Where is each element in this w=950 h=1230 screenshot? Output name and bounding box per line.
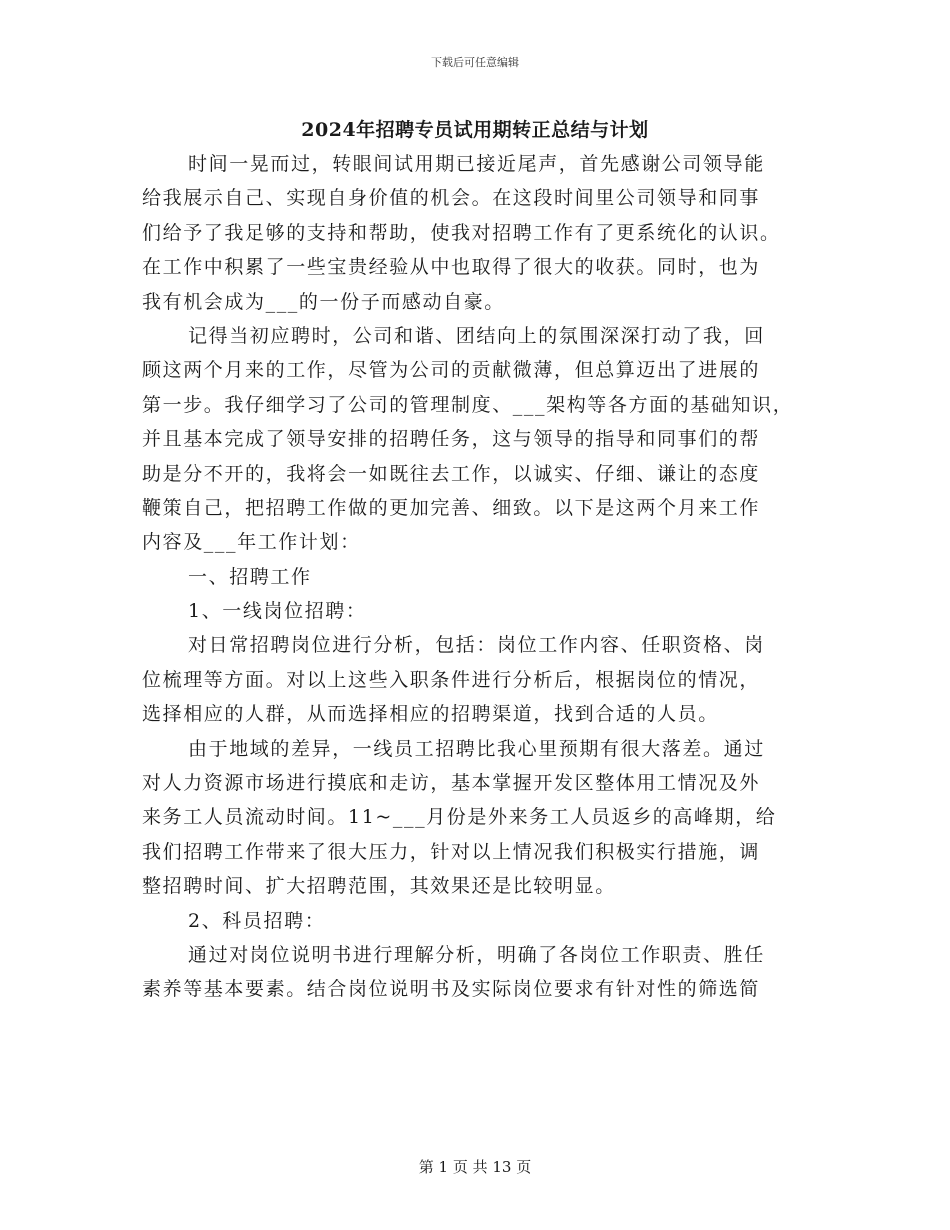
body-line: 第一步。我仔细学习了公司的管理制度、___架构等各方面的基础知识， (142, 393, 794, 416)
body-line: 记得当初应聘时，公司和谐、团结向上的氛围深深打动了我，回 (188, 324, 765, 347)
body-line: 由于地域的差异，一线员工招聘比我心里预期有很大落差。通过 (188, 737, 765, 760)
body-line: 整招聘时间、扩大招聘范围，其效果还是比较明显。 (142, 875, 616, 898)
body-line: 对日常招聘岗位进行分析，包括：岗位工作内容、任职资格、岗 (188, 634, 765, 657)
body-line: 内容及___年工作计划： (142, 531, 361, 554)
body-line: 1、一线岗位招聘： (188, 600, 367, 623)
body-line: 对人力资源市场进行摸底和走访，基本掌握开发区整体用工情况及外 (142, 772, 761, 795)
body-line: 给我展示自己、实现自身价值的机会。在这段时间里公司领导和同事 (142, 187, 761, 210)
body-line: 鞭策自己，把招聘工作做的更加完善、细致。以下是这两个月来工作 (142, 496, 761, 519)
document-body (142, 147, 822, 1007)
body-line: 在工作中积累了一些宝贵经验从中也取得了很大的收获。同时，也为 (142, 256, 761, 279)
body-line: 来务工人员流动时间。11~___月份是外来务工人员返乡的高峰期，给 (142, 806, 777, 829)
body-line: 并且基本完成了领导安排的招聘任务，这与领导的指导和同事们的帮 (142, 428, 761, 451)
document-title: 2024年招聘专员试用期转正总结与计划 (301, 119, 649, 141)
body-line: 助是分不开的，我将会一如既往去工作，以诚实、仔细、谦让的态度 (142, 462, 761, 485)
body-line: 一、招聘工作 (188, 565, 312, 588)
body-line: 2、科员招聘： (188, 909, 326, 932)
body-line: 顾这两个月来的工作，尽管为公司的贡献微薄，但总算迈出了进展的 (142, 359, 761, 382)
body-line: 通过对岗位说明书进行理解分析，明确了各岗位工作职责、胜任 (188, 943, 765, 966)
body-line: 位梳理等方面。对以上这些入职条件进行分析后，根据岗位的情况， (142, 668, 761, 691)
body-line: 们给予了我足够的支持和帮助，使我对招聘工作有了更系统化的认识。 (142, 221, 781, 244)
body-line: 我们招聘工作带来了很大压力，针对以上情况我们积极实行措施，调 (142, 840, 761, 863)
header-note: 下载后可任意编辑 (431, 56, 519, 69)
body-line: 我有机会成为___的一份子而感动自豪。 (142, 290, 505, 313)
body-line: 素养等基本要素。结合岗位说明书及实际岗位要求有针对性的筛选简 (142, 978, 761, 1001)
page-number: 第 1 页 共 13 页 (418, 1158, 532, 1176)
body-line: 时间一晃而过，转眼间试用期已接近尾声，首先感谢公司领导能 (188, 153, 765, 175)
body-line: 选择相应的人群，从而选择相应的招聘渠道，找到合适的人员。 (142, 703, 719, 726)
